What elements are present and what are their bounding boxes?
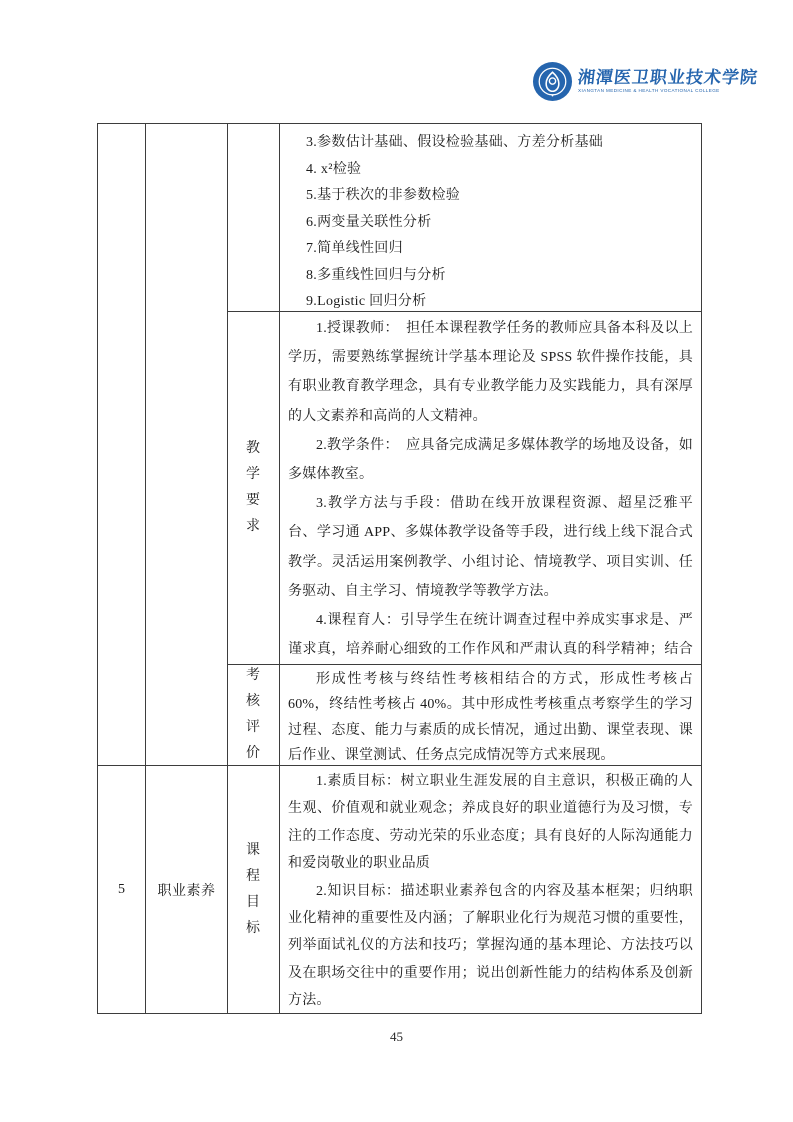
course-objectives-label: 课程目标 (228, 766, 280, 1013)
row-label-cell-empty (228, 124, 280, 312)
paragraph: 3.教学方法与手段：借助在线开放课程资源、超星泛雅平台、学习通 APP、多媒体教学设备等手段，进行线上线下混合式教学。灵活运用案例教学、小组讨论、情境教学、项目实训、任务驱动、自主学习、情境教学等教学方法。 (288, 496, 693, 599)
college-emblem-icon (532, 61, 573, 102)
syllabus-table (97, 123, 702, 1014)
category-cell: 职业素养 (146, 766, 228, 1013)
row-number-cell: 5 (98, 766, 146, 1013)
paragraph: 1.素质目标：树立职业生涯发展的自主意识，积极正确的人生观、价值观和就业观念；养成良好的职业道德行为及习惯，专注的工作态度、劳动光荣的乐业态度；具有良好的人际沟通能力和爱岗敬业的职业品质 (288, 774, 693, 872)
content-item: 9.Logistic 回归分析 (306, 294, 427, 309)
content-item: 4. x²检验 (306, 161, 362, 177)
row-number-cell-continued (98, 124, 146, 766)
course-objectives-content (280, 766, 701, 1013)
college-name-zh: 湘潭医卫职业技术学院 (577, 67, 759, 87)
paragraph: 2.知识目标：描述职业素养包含的内容及基本框架；归纳职业化精神的重要性及内涵；了解职业化行为规范习惯的重要性，列举面试礼仪的方法和技巧；掌握沟通的基本理论、方法技巧以及在职场交往中的重要作用；说出创新性能力的结构体系及创新方法。 (288, 883, 693, 1009)
course-content-list (280, 124, 701, 312)
assessment-evaluation-label: 考核评价 (228, 665, 280, 766)
content-item: 6.两变量关联性分析 (306, 214, 432, 230)
college-logo (532, 57, 759, 105)
college-name-en: XIANGTAN MEDICINE & HEALTH VOCATIONAL COLLEGE (578, 87, 720, 93)
content-item: 7.简单线性回归 (306, 241, 403, 256)
assessment-evaluation-content (280, 665, 701, 766)
content-item: 8.多重线性回归与分析 (306, 267, 446, 283)
paragraph: 4.课程育人：引导学生在统计调查过程中养成实事求是、严谨求真，培养耐心细致的工作作风和严肃认真的科学精神；结合 (288, 613, 693, 658)
paragraph: 形成性考核与终结性考核相结合的方式，形成性考核占 60%，终结性考核占 40%。其中形成性考核重点考察学生的学习过程、态度、能力与素质的成长情况，通过出勤、课堂表现、课后作业、课堂测试、任务点完成情况等方式来展现。 (288, 672, 693, 764)
paragraph: 2.教学条件： 应具备完成满足多媒体教学的场地及设备，如多媒体教室。 (288, 437, 693, 483)
content-item: 3.参数估计基础、假设检验基础、方差分析基础 (306, 135, 604, 150)
teaching-requirements-label: 教学要求 (228, 312, 280, 665)
page-number: 45 (390, 1029, 403, 1044)
content-item: 5.基于秩次的非参数检验 (306, 188, 461, 203)
category-cell-continued (146, 124, 228, 766)
paragraph: 1.授课教师： 担任本课程教学任务的教师应具备本科及以上学历，需要熟练掌握统计学基本理论及 SPSS 软件操作技能，具有职业教育教学理念，具有专业教学能力及实践能力，具有深厚的人文素养和高尚的人文精神。 (288, 321, 693, 424)
teaching-requirements-content (280, 312, 701, 665)
